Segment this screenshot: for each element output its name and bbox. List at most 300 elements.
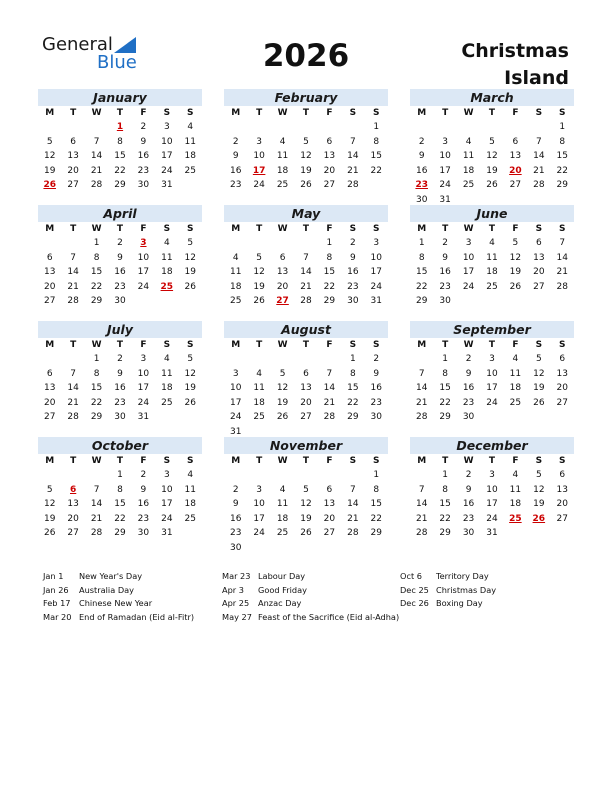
- day-cell: 27: [300, 412, 312, 422]
- day-cell: 15: [90, 383, 103, 393]
- day-cell: 17: [161, 499, 173, 509]
- empty-cell: [247, 468, 270, 483]
- day-cell: 25: [253, 412, 265, 422]
- empty-cell: [318, 352, 341, 367]
- day-cell: 11: [184, 136, 196, 147]
- day-cell: 21: [323, 397, 336, 408]
- empty-cell: [318, 120, 341, 135]
- empty-cell: [527, 294, 550, 309]
- day-cell: 18: [161, 383, 173, 393]
- day-cell: 17: [486, 383, 498, 393]
- day-cell: 23: [137, 165, 150, 176]
- weekday-label: M: [231, 108, 241, 118]
- day-cell: 16: [415, 165, 428, 176]
- day-cell: 24: [370, 281, 382, 292]
- holiday-name: Australia Day: [79, 584, 134, 595]
- day-cell: 22: [556, 165, 568, 176]
- day-cell: 9: [232, 499, 239, 509]
- empty-cell: [551, 294, 574, 309]
- weekday-label: M: [45, 340, 55, 350]
- day-cell: 28: [67, 412, 79, 422]
- empty-cell: [247, 120, 270, 135]
- empty-cell: [247, 352, 270, 367]
- day-cell: 5: [256, 252, 262, 263]
- day-cell: 3: [163, 122, 170, 132]
- week-row: [410, 468, 574, 483]
- empty-cell: [294, 120, 317, 135]
- day-cell: 9: [117, 368, 123, 379]
- day-cell: 30: [462, 412, 475, 422]
- weekday-label: S: [535, 108, 543, 118]
- weekday-label: F: [326, 340, 333, 350]
- day-cell: 28: [90, 528, 103, 538]
- weekday-header: [410, 338, 574, 352]
- day-cell: 4: [489, 238, 495, 248]
- empty-cell: [504, 526, 527, 541]
- day-cell: 30: [415, 194, 428, 205]
- empty-cell: [480, 294, 503, 309]
- day-cell: 31: [439, 194, 451, 205]
- day-cell: 14: [347, 499, 359, 509]
- holiday-name: Feast of the Sacrifice (Eid al-Adha): [258, 611, 400, 622]
- day-cell: 26: [509, 281, 522, 292]
- weekday-label: W: [463, 108, 474, 118]
- day-cell: 28: [90, 180, 103, 190]
- day-cell: 7: [326, 368, 333, 379]
- day-cell: 24: [253, 528, 265, 538]
- day-cell: 14: [67, 267, 79, 277]
- day-cell: 18: [276, 165, 289, 176]
- day-cell: 13: [323, 499, 336, 509]
- day-cell: 4: [163, 354, 170, 364]
- year-title: 2026: [262, 38, 350, 74]
- week-row: [224, 265, 388, 280]
- week-row: [38, 497, 202, 512]
- empty-cell: [365, 178, 388, 193]
- day-cell: 29: [90, 412, 103, 422]
- week-row: [38, 265, 202, 280]
- day-cell: 18: [462, 165, 475, 176]
- empty-cell: [179, 526, 202, 541]
- day-cell: 30: [462, 528, 475, 538]
- day-cell: 8: [93, 368, 100, 379]
- day-cell: 14: [533, 151, 545, 161]
- week-row: [410, 367, 574, 382]
- weekday-label: T: [116, 340, 124, 350]
- day-cell: 25: [462, 180, 475, 190]
- holiday-name: Territory Day: [436, 571, 489, 581]
- day-cell: 25: [184, 165, 196, 176]
- day-cell: 10: [161, 136, 173, 147]
- weekday-label: S: [559, 340, 566, 350]
- week-row: [410, 410, 574, 425]
- day-cell: 24: [486, 513, 498, 524]
- empty-cell: [224, 236, 247, 251]
- day-cell: 12: [253, 267, 265, 277]
- day-cell: 1: [442, 354, 448, 364]
- day-cell: 7: [535, 136, 542, 147]
- day-cell: 6: [326, 484, 333, 495]
- day-cell: 15: [114, 499, 126, 509]
- day-cell: 26: [300, 528, 312, 538]
- day-cell: 22: [415, 281, 428, 292]
- day-cell: 2: [465, 354, 472, 364]
- day-cell: 7: [93, 136, 100, 147]
- day-cell: 19: [533, 499, 545, 509]
- weekday-label: M: [417, 224, 427, 234]
- weekday-header: [410, 454, 574, 468]
- day-cell: 19: [533, 383, 545, 393]
- holiday-name: Chinese New Year: [79, 598, 153, 608]
- month-name: August: [224, 321, 388, 338]
- weekday-label: F: [512, 456, 519, 466]
- day-cell: 26: [184, 397, 196, 408]
- day-cell: 6: [559, 354, 566, 364]
- day-cell: 17: [137, 383, 150, 393]
- day-cell: 27: [533, 281, 545, 292]
- day-cell: 3: [489, 470, 495, 480]
- day-cell: 20: [556, 383, 568, 393]
- day-cell: 25: [486, 281, 498, 292]
- holiday-day-cell: 20: [509, 165, 522, 176]
- empty-cell: [85, 120, 108, 135]
- holiday-entry: [43, 597, 194, 611]
- day-cell: 30: [439, 296, 451, 306]
- day-cell: 3: [140, 354, 147, 364]
- empty-cell: [179, 294, 202, 309]
- weekday-label: W: [277, 456, 288, 466]
- day-cell: 21: [347, 165, 359, 176]
- empty-cell: [433, 120, 456, 135]
- day-cell: 7: [349, 484, 356, 495]
- day-cell: 12: [43, 151, 56, 161]
- weekday-header: [38, 106, 202, 120]
- weekday-label: S: [349, 108, 357, 118]
- week-row: [38, 120, 202, 135]
- empty-cell: [341, 541, 364, 556]
- weekday-label: F: [512, 340, 519, 350]
- month-name: April: [38, 205, 202, 222]
- week-row: [224, 483, 388, 498]
- day-cell: 19: [184, 267, 196, 277]
- holiday-name: Christmas Day: [436, 584, 497, 595]
- day-cell: 25: [184, 513, 196, 524]
- day-cell: 23: [229, 180, 242, 190]
- month-name: February: [224, 89, 388, 106]
- holiday-day-cell: 25: [509, 513, 522, 524]
- day-cell: 23: [462, 513, 475, 524]
- day-cell: 4: [465, 136, 472, 147]
- day-cell: 7: [349, 136, 356, 147]
- day-cell: 10: [137, 368, 150, 379]
- empty-cell: [179, 410, 202, 425]
- day-cell: 29: [439, 528, 451, 538]
- holiday-entry: [43, 570, 194, 584]
- weekday-label: T: [302, 108, 310, 118]
- empty-cell: [410, 352, 433, 367]
- day-cell: 31: [370, 296, 382, 306]
- day-cell: 28: [347, 180, 359, 190]
- empty-cell: [224, 352, 247, 367]
- day-cell: 30: [137, 528, 150, 538]
- day-cell: 8: [93, 252, 100, 263]
- empty-cell: [224, 120, 247, 135]
- empty-cell: [271, 120, 294, 135]
- week-row: [410, 265, 574, 280]
- day-cell: 13: [43, 383, 56, 393]
- day-cell: 10: [486, 368, 498, 379]
- month-name: January: [38, 89, 202, 106]
- week-row: [38, 352, 202, 367]
- week-row: [38, 294, 202, 309]
- day-cell: 29: [370, 528, 382, 538]
- weekday-label: S: [349, 224, 357, 234]
- week-row: [224, 381, 388, 396]
- day-cell: 2: [140, 122, 147, 132]
- day-cell: 17: [229, 397, 242, 408]
- day-cell: 21: [415, 513, 428, 524]
- day-cell: 4: [232, 252, 239, 263]
- day-cell: 10: [370, 252, 382, 263]
- week-row: [224, 410, 388, 425]
- day-cell: 28: [67, 296, 79, 306]
- empty-cell: [504, 294, 527, 309]
- empty-cell: [480, 120, 503, 135]
- empty-cell: [38, 352, 61, 367]
- weekday-label: F: [140, 340, 147, 350]
- day-cell: 8: [442, 484, 448, 495]
- week-row: [410, 526, 574, 541]
- empty-cell: [527, 120, 550, 135]
- day-cell: 27: [43, 296, 56, 306]
- day-cell: 7: [70, 368, 76, 379]
- holiday-date: Dec 26: [400, 598, 429, 608]
- empty-cell: [224, 468, 247, 483]
- week-row: [224, 178, 388, 193]
- day-cell: 10: [161, 484, 173, 495]
- day-cell: 23: [462, 397, 475, 408]
- holiday-name: Anzac Day: [258, 598, 302, 608]
- day-cell: 31: [486, 528, 498, 538]
- empty-cell: [480, 410, 503, 425]
- day-cell: 20: [43, 397, 56, 408]
- weekday-header: [224, 106, 388, 120]
- weekday-label: T: [488, 456, 496, 466]
- day-cell: 22: [370, 165, 382, 176]
- empty-cell: [365, 541, 388, 556]
- day-cell: 8: [117, 484, 123, 495]
- day-cell: 15: [114, 151, 126, 161]
- week-row: [224, 512, 388, 527]
- day-cell: 1: [373, 122, 380, 132]
- day-cell: 16: [347, 267, 359, 277]
- day-cell: 21: [533, 165, 545, 176]
- day-cell: 24: [161, 513, 173, 524]
- week-row: [410, 381, 574, 396]
- day-cell: 19: [509, 267, 522, 277]
- day-cell: 7: [93, 484, 100, 495]
- holiday-day-cell: 1: [116, 122, 124, 132]
- day-cell: 26: [184, 281, 196, 292]
- day-cell: 3: [465, 238, 472, 248]
- day-cell: 3: [163, 470, 170, 480]
- week-row: [38, 381, 202, 396]
- weekday-label: S: [163, 456, 171, 466]
- day-cell: 19: [300, 165, 312, 176]
- holiday-entry: [43, 584, 194, 598]
- day-cell: 27: [509, 180, 522, 190]
- day-cell: 23: [114, 397, 126, 408]
- day-cell: 11: [276, 151, 289, 161]
- day-cell: 11: [486, 252, 498, 263]
- day-cell: 6: [535, 238, 542, 248]
- empty-cell: [61, 468, 84, 483]
- empty-cell: [61, 352, 84, 367]
- day-cell: 20: [323, 165, 336, 176]
- month-august: [224, 321, 388, 439]
- weekday-label: S: [373, 340, 380, 350]
- day-cell: 18: [253, 397, 265, 408]
- day-cell: 30: [114, 296, 126, 306]
- empty-cell: [410, 120, 433, 135]
- weekday-label: M: [417, 340, 427, 350]
- day-cell: 12: [184, 252, 196, 263]
- day-cell: 28: [347, 528, 359, 538]
- holiday-entry: [400, 584, 496, 598]
- weekday-label: M: [417, 108, 427, 118]
- empty-cell: [61, 120, 84, 135]
- day-cell: 28: [533, 180, 545, 190]
- day-cell: 1: [117, 470, 123, 480]
- day-cell: 21: [415, 397, 428, 408]
- day-cell: 22: [114, 513, 126, 524]
- weekday-label: S: [163, 224, 171, 234]
- week-row: [38, 251, 202, 266]
- day-cell: 2: [232, 136, 239, 147]
- day-cell: 11: [161, 252, 173, 263]
- weekday-label: W: [91, 340, 102, 350]
- day-cell: 13: [67, 499, 79, 509]
- day-cell: 4: [279, 484, 286, 495]
- weekday-label: S: [559, 456, 566, 466]
- day-cell: 4: [512, 354, 519, 364]
- holiday-day-cell: 27: [276, 296, 289, 306]
- empty-cell: [504, 120, 527, 135]
- empty-cell: [155, 294, 178, 309]
- day-cell: 2: [418, 136, 425, 147]
- week-row: [224, 251, 388, 266]
- day-cell: 7: [303, 252, 309, 263]
- holiday-date: May 27: [222, 611, 252, 622]
- weekday-label: T: [256, 456, 263, 466]
- weekday-label: F: [140, 456, 147, 466]
- day-cell: 25: [276, 528, 289, 538]
- day-cell: 12: [43, 499, 56, 509]
- day-cell: 11: [462, 151, 475, 161]
- day-cell: 7: [559, 238, 566, 248]
- empty-cell: [318, 541, 341, 556]
- day-cell: 25: [229, 296, 242, 306]
- day-cell: 16: [114, 267, 126, 277]
- day-cell: 15: [556, 151, 568, 161]
- day-cell: 28: [300, 296, 312, 306]
- empty-cell: [247, 236, 270, 251]
- day-cell: 1: [349, 354, 356, 364]
- day-cell: 15: [90, 267, 103, 277]
- weekday-label: S: [163, 108, 171, 118]
- day-cell: 24: [439, 180, 451, 190]
- day-cell: 27: [556, 397, 568, 408]
- week-row: [38, 468, 202, 483]
- weekday-label: M: [231, 456, 241, 466]
- empty-cell: [457, 120, 480, 135]
- day-cell: 8: [559, 136, 566, 147]
- day-cell: 17: [253, 513, 265, 524]
- day-cell: 29: [347, 412, 359, 422]
- weekday-header: [410, 222, 574, 236]
- day-cell: 27: [556, 513, 568, 524]
- day-cell: 19: [300, 513, 312, 524]
- weekday-label: S: [349, 456, 357, 466]
- weekday-label: T: [302, 456, 310, 466]
- day-cell: 15: [439, 383, 451, 393]
- week-row: [224, 135, 388, 150]
- week-row: [410, 352, 574, 367]
- day-cell: 29: [323, 296, 336, 306]
- day-cell: 4: [163, 238, 170, 248]
- day-cell: 5: [535, 354, 542, 364]
- day-cell: 31: [161, 180, 173, 190]
- holiday-day-cell: 26: [532, 513, 546, 524]
- day-cell: 8: [442, 368, 448, 379]
- day-cell: 16: [462, 383, 475, 393]
- weekday-label: F: [326, 224, 333, 234]
- weekday-label: S: [373, 108, 380, 118]
- day-cell: 8: [326, 252, 333, 263]
- day-cell: 16: [114, 383, 126, 393]
- day-cell: 22: [90, 281, 103, 292]
- day-cell: 27: [67, 528, 79, 538]
- month-july: [38, 321, 202, 425]
- weekday-label: F: [512, 224, 519, 234]
- day-cell: 12: [184, 368, 196, 379]
- week-row: [224, 367, 388, 382]
- holiday-day-cell: 26: [43, 180, 56, 190]
- week-row: [224, 541, 388, 556]
- weekday-label: S: [187, 340, 194, 350]
- day-cell: 29: [415, 296, 428, 306]
- day-cell: 18: [276, 513, 289, 524]
- week-row: [224, 497, 388, 512]
- weekday-label: F: [512, 108, 519, 118]
- weekday-label: S: [535, 340, 543, 350]
- month-name: March: [410, 89, 574, 106]
- logo-text-blue: Blue: [97, 52, 137, 73]
- week-row: [38, 149, 202, 164]
- holiday-column: [43, 570, 194, 624]
- weekday-label: M: [231, 340, 241, 350]
- day-cell: 10: [253, 499, 265, 509]
- week-row: [224, 120, 388, 135]
- day-cell: 6: [279, 252, 286, 263]
- weekday-label: T: [442, 340, 449, 350]
- week-row: [410, 294, 574, 309]
- holiday-date: Feb 17: [43, 598, 71, 608]
- weekday-label: S: [187, 456, 194, 466]
- weekday-label: T: [116, 224, 124, 234]
- day-cell: 6: [559, 470, 566, 480]
- day-cell: 21: [90, 513, 103, 524]
